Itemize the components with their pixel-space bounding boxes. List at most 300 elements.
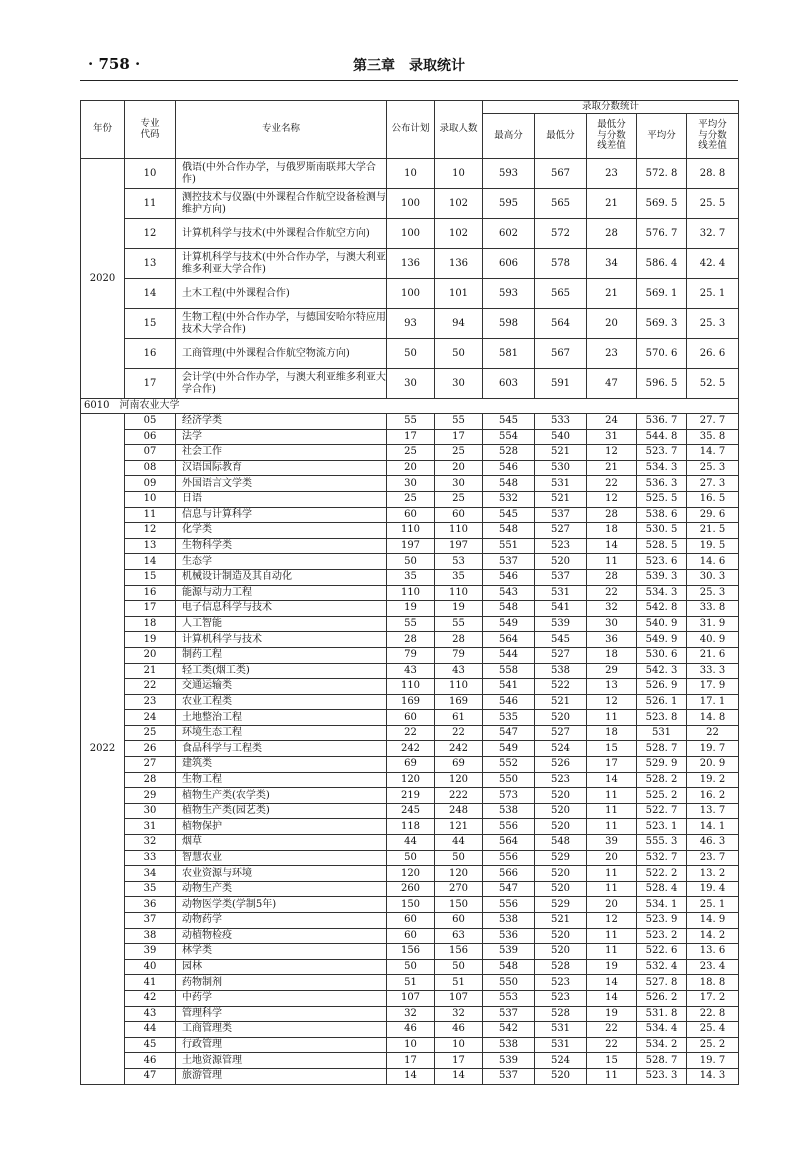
cell-avg-diff: 16. 2 xyxy=(687,788,739,804)
cell-avg: 526. 1 xyxy=(637,694,687,710)
cell-min-diff: 12 xyxy=(587,445,637,461)
table-row xyxy=(81,369,739,399)
cell-avg-diff: 40. 9 xyxy=(687,632,739,648)
cell-min-diff: 18 xyxy=(587,725,637,741)
table-row xyxy=(81,819,739,835)
cell-min: 523 xyxy=(535,990,587,1006)
cell-avg-diff: 19. 5 xyxy=(687,538,739,554)
cell-max: 593 xyxy=(483,279,535,309)
cell-max: 593 xyxy=(483,159,535,189)
cell-min-diff: 14 xyxy=(587,772,637,788)
cell-min: 520 xyxy=(535,944,587,960)
cell-admitted: 17 xyxy=(435,429,483,445)
cell-min-diff: 21 xyxy=(587,189,637,219)
cell-admitted: 222 xyxy=(435,788,483,804)
cell-min-diff: 22 xyxy=(587,1037,637,1053)
table-row xyxy=(81,476,739,492)
university-name: 6010 河南农业大学 xyxy=(81,399,739,414)
cell-plan: 107 xyxy=(387,990,435,1006)
cell-avg-diff: 25. 3 xyxy=(687,460,739,476)
cell-min: 521 xyxy=(535,445,587,461)
cell-min: 520 xyxy=(535,866,587,882)
cell-min: 520 xyxy=(535,1068,587,1084)
university-row xyxy=(81,399,739,414)
cell-admitted: 50 xyxy=(435,850,483,866)
cell-plan: 46 xyxy=(387,1022,435,1038)
cell-avg-diff: 52. 5 xyxy=(687,369,739,399)
cell-max: 553 xyxy=(483,990,535,1006)
cell-code: 14 xyxy=(125,554,176,570)
cell-min: 522 xyxy=(535,679,587,695)
cell-max: 581 xyxy=(483,339,535,369)
table-row xyxy=(81,803,739,819)
cell-code: 11 xyxy=(125,189,176,219)
cell-min: 531 xyxy=(535,476,587,492)
page-number: · 758 · xyxy=(88,55,141,73)
cell-max: 566 xyxy=(483,866,535,882)
cell-min-diff: 21 xyxy=(587,460,637,476)
cell-name: 轻工类(烟工类) xyxy=(176,663,387,679)
cell-min: 524 xyxy=(535,1053,587,1069)
cell-name: 智慧农业 xyxy=(176,850,387,866)
cell-avg-diff: 17. 2 xyxy=(687,990,739,1006)
cell-admitted: 110 xyxy=(435,585,483,601)
cell-code: 45 xyxy=(125,1037,176,1053)
cell-name: 园林 xyxy=(176,959,387,975)
cell-min-diff: 12 xyxy=(587,913,637,929)
cell-avg-diff: 22. 8 xyxy=(687,1006,739,1022)
header-plan: 公布计划 xyxy=(387,101,435,159)
cell-avg: 532. 4 xyxy=(637,959,687,975)
cell-plan: 169 xyxy=(387,694,435,710)
cell-min-diff: 18 xyxy=(587,523,637,539)
cell-avg: 530. 5 xyxy=(637,523,687,539)
cell-avg-diff: 14. 7 xyxy=(687,445,739,461)
cell-avg-diff: 31. 9 xyxy=(687,616,739,632)
cell-avg: 527. 8 xyxy=(637,975,687,991)
table-row xyxy=(81,710,739,726)
cell-avg: 534. 3 xyxy=(637,585,687,601)
cell-max: 546 xyxy=(483,569,535,585)
cell-avg: 542. 8 xyxy=(637,601,687,617)
cell-plan: 50 xyxy=(387,959,435,975)
cell-code: 38 xyxy=(125,928,176,944)
cell-min: 548 xyxy=(535,835,587,851)
cell-min-diff: 23 xyxy=(587,159,637,189)
table-row xyxy=(81,788,739,804)
cell-name: 土地资源管理 xyxy=(176,1053,387,1069)
cell-avg-diff: 14. 2 xyxy=(687,928,739,944)
cell-min: 520 xyxy=(535,803,587,819)
cell-plan: 55 xyxy=(387,414,435,430)
cell-max: 528 xyxy=(483,445,535,461)
cell-avg: 522. 2 xyxy=(637,866,687,882)
cell-plan: 100 xyxy=(387,219,435,249)
cell-min-diff: 20 xyxy=(587,897,637,913)
cell-avg: 576. 7 xyxy=(637,219,687,249)
cell-name: 动物药学 xyxy=(176,913,387,929)
cell-name: 汉语国际教育 xyxy=(176,460,387,476)
cell-name: 人工智能 xyxy=(176,616,387,632)
table-row xyxy=(81,491,739,507)
page-header xyxy=(80,52,738,76)
cell-avg: 540. 9 xyxy=(637,616,687,632)
cell-avg: 569. 3 xyxy=(637,309,687,339)
cell-name: 动植物检疫 xyxy=(176,928,387,944)
cell-plan: 28 xyxy=(387,632,435,648)
cell-plan: 110 xyxy=(387,523,435,539)
cell-min: 572 xyxy=(535,219,587,249)
cell-avg-diff: 13. 7 xyxy=(687,803,739,819)
cell-admitted: 69 xyxy=(435,757,483,773)
header-min: 最低分 xyxy=(535,114,587,159)
cell-min: 564 xyxy=(535,309,587,339)
cell-name: 交通运输类 xyxy=(176,679,387,695)
cell-code: 10 xyxy=(125,491,176,507)
cell-max: 537 xyxy=(483,554,535,570)
cell-min: 565 xyxy=(535,279,587,309)
table-row xyxy=(81,554,739,570)
header-avg: 平均分 xyxy=(637,114,687,159)
cell-min: 520 xyxy=(535,554,587,570)
cell-avg-diff: 19. 4 xyxy=(687,881,739,897)
cell-plan: 69 xyxy=(387,757,435,773)
cell-min: 540 xyxy=(535,429,587,445)
cell-plan: 93 xyxy=(387,309,435,339)
cell-admitted: 43 xyxy=(435,663,483,679)
cell-code: 34 xyxy=(125,866,176,882)
cell-min: 531 xyxy=(535,585,587,601)
cell-min: 539 xyxy=(535,616,587,632)
cell-name: 烟草 xyxy=(176,835,387,851)
cell-avg: 536. 3 xyxy=(637,476,687,492)
cell-min: 531 xyxy=(535,1037,587,1053)
cell-name: 药物制剂 xyxy=(176,975,387,991)
cell-avg: 544. 8 xyxy=(637,429,687,445)
cell-avg: 523. 1 xyxy=(637,819,687,835)
cell-max: 544 xyxy=(483,647,535,663)
cell-plan: 19 xyxy=(387,601,435,617)
cell-admitted: 35 xyxy=(435,569,483,585)
cell-code: 41 xyxy=(125,975,176,991)
cell-admitted: 32 xyxy=(435,1006,483,1022)
cell-plan: 260 xyxy=(387,881,435,897)
cell-code: 43 xyxy=(125,1006,176,1022)
table-row xyxy=(81,850,739,866)
cell-min: 520 xyxy=(535,819,587,835)
cell-avg: 542. 3 xyxy=(637,663,687,679)
cell-avg-diff: 23. 7 xyxy=(687,850,739,866)
cell-max: 536 xyxy=(483,928,535,944)
cell-avg-diff: 20. 9 xyxy=(687,757,739,773)
cell-avg: 534. 2 xyxy=(637,1037,687,1053)
table-row xyxy=(81,538,739,554)
cell-admitted: 20 xyxy=(435,460,483,476)
cell-code: 44 xyxy=(125,1022,176,1038)
cell-name: 食品科学与工程类 xyxy=(176,741,387,757)
cell-max: 550 xyxy=(483,772,535,788)
cell-avg-diff: 19. 7 xyxy=(687,741,739,757)
cell-max: 547 xyxy=(483,881,535,897)
cell-avg-diff: 33. 3 xyxy=(687,663,739,679)
table-row xyxy=(81,429,739,445)
cell-avg: 555. 3 xyxy=(637,835,687,851)
cell-avg: 531 xyxy=(637,725,687,741)
cell-avg-diff: 18. 8 xyxy=(687,975,739,991)
cell-max: 535 xyxy=(483,710,535,726)
table-row xyxy=(81,944,739,960)
cell-max: 552 xyxy=(483,757,535,773)
cell-code: 31 xyxy=(125,819,176,835)
cell-code: 35 xyxy=(125,881,176,897)
cell-code: 25 xyxy=(125,725,176,741)
cell-code: 16 xyxy=(125,585,176,601)
cell-avg: 570. 6 xyxy=(637,339,687,369)
cell-avg: 525. 2 xyxy=(637,788,687,804)
cell-max: 546 xyxy=(483,694,535,710)
cell-name: 植物生产类(农学类) xyxy=(176,788,387,804)
cell-name: 环境生态工程 xyxy=(176,725,387,741)
cell-plan: 197 xyxy=(387,538,435,554)
cell-plan: 50 xyxy=(387,554,435,570)
cell-name: 化学类 xyxy=(176,523,387,539)
cell-avg: 528. 4 xyxy=(637,881,687,897)
cell-avg-diff: 14. 6 xyxy=(687,554,739,570)
cell-min-diff: 34 xyxy=(587,249,637,279)
cell-avg-diff: 46. 3 xyxy=(687,835,739,851)
cell-admitted: 242 xyxy=(435,741,483,757)
cell-code: 40 xyxy=(125,959,176,975)
cell-avg: 523. 3 xyxy=(637,1068,687,1084)
cell-admitted: 25 xyxy=(435,445,483,461)
table-row xyxy=(81,632,739,648)
cell-name: 工商管理(中外课程合作航空物流方向) xyxy=(176,339,387,369)
cell-max: 602 xyxy=(483,219,535,249)
cell-plan: 100 xyxy=(387,279,435,309)
cell-name: 动物生产类 xyxy=(176,881,387,897)
cell-admitted: 44 xyxy=(435,835,483,851)
table-row xyxy=(81,663,739,679)
cell-min-diff: 30 xyxy=(587,616,637,632)
cell-min-diff: 36 xyxy=(587,632,637,648)
cell-max: 543 xyxy=(483,585,535,601)
cell-max: 551 xyxy=(483,538,535,554)
cell-name: 社会工作 xyxy=(176,445,387,461)
cell-name: 日语 xyxy=(176,491,387,507)
cell-min: 537 xyxy=(535,569,587,585)
cell-avg: 530. 6 xyxy=(637,647,687,663)
cell-plan: 79 xyxy=(387,647,435,663)
section-2020 xyxy=(81,159,739,399)
cell-max: 548 xyxy=(483,523,535,539)
cell-avg: 549. 9 xyxy=(637,632,687,648)
cell-name: 行政管理 xyxy=(176,1037,387,1053)
cell-code: 18 xyxy=(125,616,176,632)
cell-max: 549 xyxy=(483,616,535,632)
cell-code: 33 xyxy=(125,850,176,866)
cell-max: 564 xyxy=(483,632,535,648)
cell-avg-diff: 14. 3 xyxy=(687,1068,739,1084)
cell-min: 538 xyxy=(535,663,587,679)
cell-plan: 43 xyxy=(387,663,435,679)
table-row xyxy=(81,569,739,585)
cell-max: 538 xyxy=(483,803,535,819)
cell-plan: 60 xyxy=(387,710,435,726)
cell-code: 24 xyxy=(125,710,176,726)
cell-avg-diff: 14. 9 xyxy=(687,913,739,929)
cell-admitted: 61 xyxy=(435,710,483,726)
cell-avg: 528. 2 xyxy=(637,772,687,788)
cell-avg-diff: 27. 3 xyxy=(687,476,739,492)
cell-name: 生态学 xyxy=(176,554,387,570)
cell-code: 22 xyxy=(125,679,176,695)
cell-admitted: 121 xyxy=(435,819,483,835)
cell-max: 538 xyxy=(483,913,535,929)
cell-max: 558 xyxy=(483,663,535,679)
cell-plan: 32 xyxy=(387,1006,435,1022)
cell-max: 548 xyxy=(483,959,535,975)
cell-plan: 17 xyxy=(387,1053,435,1069)
cell-avg-diff: 26. 6 xyxy=(687,339,739,369)
table-row xyxy=(81,339,739,369)
cell-code: 10 xyxy=(125,159,176,189)
cell-name: 外国语言文学类 xyxy=(176,476,387,492)
cell-min: 567 xyxy=(535,339,587,369)
table-row xyxy=(81,725,739,741)
cell-plan: 120 xyxy=(387,772,435,788)
cell-max: 556 xyxy=(483,850,535,866)
cell-min: 526 xyxy=(535,757,587,773)
cell-code: 15 xyxy=(125,309,176,339)
cell-admitted: 46 xyxy=(435,1022,483,1038)
cell-min: 530 xyxy=(535,460,587,476)
cell-min: 520 xyxy=(535,928,587,944)
cell-avg: 522. 6 xyxy=(637,944,687,960)
year-cell: 2020 xyxy=(81,159,125,399)
cell-avg: 528. 5 xyxy=(637,538,687,554)
cell-plan: 100 xyxy=(387,189,435,219)
cell-avg: 532. 7 xyxy=(637,850,687,866)
table-row xyxy=(81,679,739,695)
cell-min-diff: 11 xyxy=(587,944,637,960)
cell-plan: 25 xyxy=(387,491,435,507)
cell-admitted: 51 xyxy=(435,975,483,991)
cell-min: 523 xyxy=(535,772,587,788)
cell-min-diff: 32 xyxy=(587,601,637,617)
cell-avg-diff: 23. 4 xyxy=(687,959,739,975)
cell-min-diff: 12 xyxy=(587,491,637,507)
cell-avg-diff: 25. 4 xyxy=(687,1022,739,1038)
table-row xyxy=(81,881,739,897)
cell-avg: 528. 7 xyxy=(637,741,687,757)
cell-plan: 110 xyxy=(387,679,435,695)
cell-min-diff: 20 xyxy=(587,309,637,339)
header-min-diff: 最低分 与分数 线差值 xyxy=(587,114,637,159)
cell-avg-diff: 14. 1 xyxy=(687,819,739,835)
cell-max: 545 xyxy=(483,507,535,523)
table-row xyxy=(81,616,739,632)
cell-min-diff: 28 xyxy=(587,569,637,585)
cell-max: 573 xyxy=(483,788,535,804)
cell-admitted: 17 xyxy=(435,1053,483,1069)
table-row xyxy=(81,647,739,663)
table-row xyxy=(81,1006,739,1022)
cell-max: 546 xyxy=(483,460,535,476)
cell-min-diff: 47 xyxy=(587,369,637,399)
cell-name: 经济学类 xyxy=(176,414,387,430)
cell-avg: 522. 7 xyxy=(637,803,687,819)
cell-code: 16 xyxy=(125,339,176,369)
cell-plan: 60 xyxy=(387,913,435,929)
cell-admitted: 50 xyxy=(435,339,483,369)
cell-name: 计算机科学与技术(中外课程合作航空方向) xyxy=(176,219,387,249)
table-row xyxy=(81,414,739,430)
cell-max: 539 xyxy=(483,1053,535,1069)
table-row xyxy=(81,523,739,539)
cell-avg: 534. 1 xyxy=(637,897,687,913)
cell-min: 578 xyxy=(535,249,587,279)
cell-min-diff: 14 xyxy=(587,990,637,1006)
cell-plan: 156 xyxy=(387,944,435,960)
cell-max: 548 xyxy=(483,476,535,492)
table-row xyxy=(81,694,739,710)
table-row xyxy=(81,913,739,929)
cell-min-diff: 11 xyxy=(587,788,637,804)
cell-min-diff: 14 xyxy=(587,538,637,554)
cell-avg: 534. 3 xyxy=(637,460,687,476)
cell-plan: 60 xyxy=(387,928,435,944)
cell-max: 554 xyxy=(483,429,535,445)
cell-admitted: 197 xyxy=(435,538,483,554)
cell-code: 14 xyxy=(125,279,176,309)
cell-name: 农业资源与环境 xyxy=(176,866,387,882)
cell-plan: 14 xyxy=(387,1068,435,1084)
table-row xyxy=(81,309,739,339)
cell-max: 545 xyxy=(483,414,535,430)
cell-min-diff: 19 xyxy=(587,1006,637,1022)
cell-admitted: 10 xyxy=(435,1037,483,1053)
cell-admitted: 22 xyxy=(435,725,483,741)
cell-avg-diff: 16. 5 xyxy=(687,491,739,507)
cell-avg-diff: 17. 9 xyxy=(687,679,739,695)
cell-plan: 60 xyxy=(387,507,435,523)
cell-max: 556 xyxy=(483,819,535,835)
cell-admitted: 10 xyxy=(435,159,483,189)
cell-avg-diff: 30. 3 xyxy=(687,569,739,585)
cell-avg: 528. 7 xyxy=(637,1053,687,1069)
cell-avg: 536. 7 xyxy=(637,414,687,430)
cell-avg: 534. 4 xyxy=(637,1022,687,1038)
cell-avg-diff: 42. 4 xyxy=(687,249,739,279)
cell-plan: 30 xyxy=(387,369,435,399)
cell-plan: 136 xyxy=(387,249,435,279)
cell-name: 建筑类 xyxy=(176,757,387,773)
cell-name: 会计学(中外合作办学，与澳大利亚维多利亚大学合作) xyxy=(176,369,387,399)
cell-code: 09 xyxy=(125,476,176,492)
header-avg-diff: 平均分 与分数 线差值 xyxy=(687,114,739,159)
cell-min: 541 xyxy=(535,601,587,617)
cell-avg: 529. 9 xyxy=(637,757,687,773)
cell-max: 603 xyxy=(483,369,535,399)
cell-min-diff: 11 xyxy=(587,710,637,726)
cell-code: 17 xyxy=(125,601,176,617)
cell-plan: 110 xyxy=(387,585,435,601)
cell-min-diff: 11 xyxy=(587,803,637,819)
header-rule xyxy=(80,80,738,81)
cell-min: 565 xyxy=(535,189,587,219)
cell-code: 12 xyxy=(125,523,176,539)
cell-min-diff: 23 xyxy=(587,339,637,369)
